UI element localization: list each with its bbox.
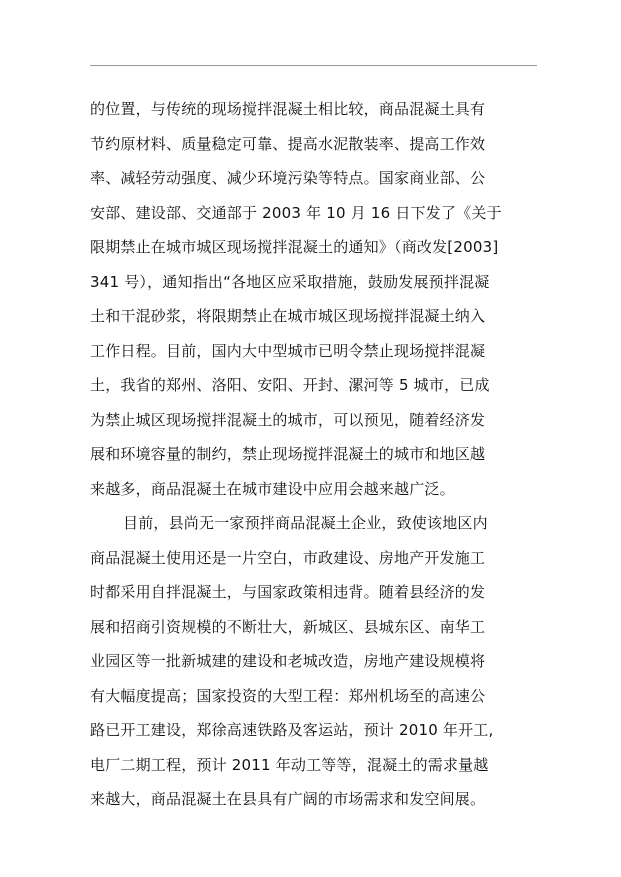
text-line: 工作日程。目前，国内大中型城市已明令禁止现场搅拌混凝 [90,341,486,360]
paragraph-1 [90,92,540,506]
text-line: 展和招商引资规模的不断壮大，新城区、县城东区、南华工 [90,617,486,636]
text-line: 节约原材料、质量稳定可靠、提高水泥散装率、提高工作效 [90,134,486,153]
text-line-indented: 目前，县尚无一家预拌商品混凝土企业，致使该地区内 [123,514,488,532]
text-line: 为禁止城区现场搅拌混凝土的城市，可以预见，随着经济发 [90,410,486,429]
text-line: 路已开工建设，郑徐高速铁路及客运站，预计 2010 年开工, [90,721,494,739]
text-line: 时都采用自拌混凝土，与国家政策相违背。随着县经济的发 [90,583,486,601]
text-line: 业园区等一批新城建的建设和老城改造，房地产建设规模将 [90,652,486,670]
header-rule [90,65,537,66]
text-line: 341 号），通知指出“各地区应采取措施，鼓励发展预拌混凝 [90,272,490,291]
text-line: 展和环境容量的制约，禁止现场搅拌混凝土的城市和地区越 [90,445,486,463]
text-line: 有大幅度提高；国家投资的大型工程：郑州机场至的高速公 [90,686,486,705]
text-line: 来越大，商品混凝土在县具有广阔的市场需求和发空间展。 [90,790,486,808]
text-line: 限期禁止在城市城区现场搅拌混凝土的通知》（商改发[2003] [90,238,499,256]
text-line: 电厂二期工程，预计 2011 年动工等等，混凝土的需求量越 [90,755,489,774]
paragraph-2 [90,506,540,817]
text-line: 土，我省的郑州、洛阳、安阳、开封、漯河等 5 城市，已成 [90,376,490,394]
text-line: 率、减轻劳动强度、减少环境污染等特点。国家商业部、公 [90,169,486,187]
text-line: 的位置，与传统的现场搅拌混凝土相比较，商品混凝土具有 [90,100,486,118]
text-line: 来越多，商品混凝土在城市建设中应用会越来越广泛。 [90,479,455,498]
text-line: 商品混凝土使用还是一片空白，市政建设、房地产开发施工 [90,548,486,567]
document-body [90,92,540,817]
text-line: 安部、建设部、交通部于 2003 年 10 月 16 日下发了《关于 [90,203,502,222]
text-line: 土和干混砂浆，将限期禁止在城市城区现场搅拌混凝土纳入 [90,307,486,325]
